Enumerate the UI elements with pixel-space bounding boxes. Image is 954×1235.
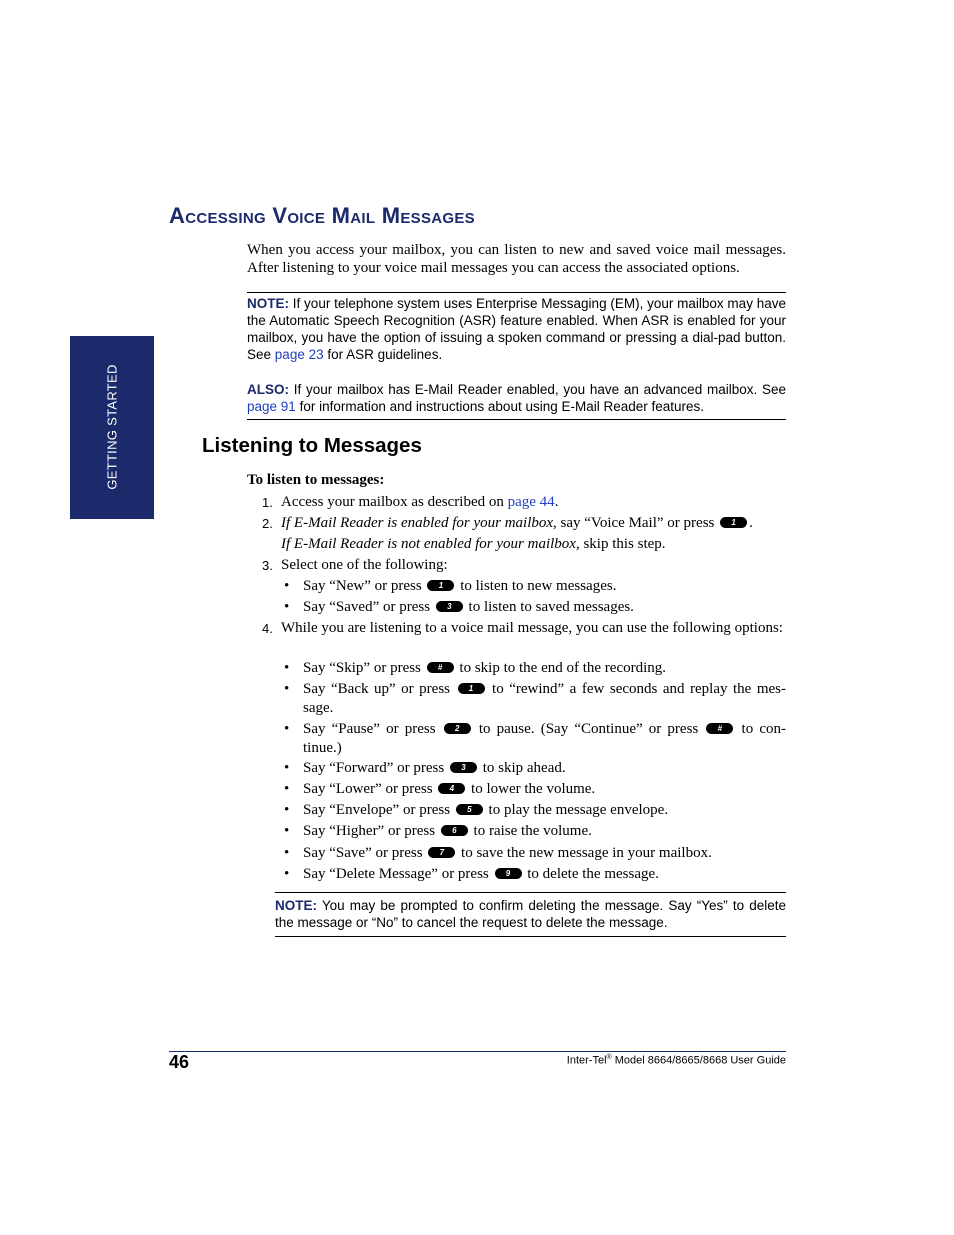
bullet-text: Say “Forward” or press	[303, 760, 445, 776]
bullet-text: Say “Saved” or press	[303, 599, 431, 615]
step-text-end: .	[749, 515, 753, 531]
bullet-dot: •	[284, 802, 290, 818]
step-italic: If E-Mail Reader is not enabled for your mailbox	[281, 536, 576, 552]
bullet-text: Say “Lower” or press	[303, 781, 433, 797]
note-text: If your telephone system uses Enterprise Messaging (EM), your mailbox may have the Automatic Speech Recognition (ASR) feature enabled. When ASR is enabled for your mailbox, you have the option of issuing a spoken command or pressing a dial-pad button. See	[247, 296, 786, 362]
key-4-icon: 4	[438, 783, 465, 794]
page-44-link[interactable]: page 44	[507, 494, 555, 510]
also-label: ALSO:	[247, 382, 289, 397]
step-text: , say “Voice Mail” or press	[553, 515, 715, 531]
note-label: NOTE:	[247, 296, 289, 311]
bullet-dot: •	[284, 866, 290, 882]
note-block	[247, 295, 786, 363]
note-bottom-rule	[247, 419, 786, 420]
key-2-icon: 2	[444, 723, 471, 734]
list-item	[282, 680, 786, 718]
registered-mark: ®	[606, 1054, 612, 1061]
step-1	[258, 493, 786, 512]
key-1-icon: 1	[720, 517, 747, 528]
note2-label: NOTE:	[275, 898, 317, 913]
key-pound-icon: #	[706, 723, 733, 734]
bullet-dot: •	[284, 599, 290, 615]
bullet-text: to raise the volume.	[473, 823, 592, 839]
bullet-text: Say “Pause” or press	[303, 721, 436, 737]
key-3-icon: 3	[436, 601, 463, 612]
list-item	[282, 659, 786, 678]
footer-brand: Inter-Tel	[566, 1054, 607, 1067]
key-7-icon: 7	[428, 847, 455, 858]
key-6-icon: 6	[441, 825, 468, 836]
side-tab	[70, 336, 154, 519]
procedure-heading: To listen to messages:	[247, 472, 385, 488]
footer-title	[567, 1054, 786, 1067]
also-block	[247, 381, 786, 415]
step-text-end: .	[554, 494, 559, 510]
step-text: Select one of the following:	[281, 557, 448, 573]
bullet-dot: •	[284, 781, 290, 797]
side-tab-label: GETTING STARTED	[104, 364, 120, 490]
bullet-text: to skip to the end of the recording.	[459, 660, 667, 676]
note2-text: You may be prompted to confirm deleting the message. Say “Yes” to delete the message or “No” to cancel the request to delete the message.	[275, 898, 786, 930]
note-text-end: for ASR guidelines.	[327, 347, 443, 362]
note2-bottom-rule	[275, 936, 786, 937]
list-item	[282, 598, 786, 617]
bullet-text: Say “Back up” or press	[303, 681, 450, 697]
page-number: 46	[169, 1052, 190, 1072]
intro-paragraph: When you access your mailbox, you can listen to new and saved voice mail messages. After listening to your voice mail messages you can access the associated options.	[247, 242, 786, 276]
footer-rule	[169, 1051, 786, 1052]
bullet-text: Say “Skip” or press	[303, 660, 421, 676]
key-1-icon: 1	[458, 683, 485, 694]
step-text: Access your mailbox as described on	[281, 494, 504, 510]
step-4	[258, 619, 786, 638]
bullet-text: to con-tinue.)	[303, 721, 786, 756]
key-9-icon: 9	[495, 868, 522, 879]
step-text: While you are listening to a voice mail message, you can use the following options:	[281, 620, 783, 636]
list-item	[282, 759, 786, 778]
step-number: 1.	[262, 495, 273, 510]
key-5-icon: 5	[456, 804, 483, 815]
note2-top-rule	[275, 892, 786, 893]
also-text: If your mailbox has E-Mail Reader enabled, you have an advanced mailbox. See	[293, 382, 786, 397]
bullet-text: to skip ahead.	[482, 760, 566, 776]
list-item	[282, 577, 786, 596]
bullet-text: to lower the volume.	[471, 781, 596, 797]
bullet-text: to save the new message in your mailbox.	[461, 845, 712, 861]
bullet-text: Say “Delete Message” or press	[303, 866, 489, 882]
step-italic: If E-Mail Reader is enabled for your mailbox	[281, 515, 554, 531]
bullet-dot: •	[284, 578, 290, 594]
key-3-icon: 3	[450, 762, 477, 773]
step-number: 4.	[262, 621, 273, 636]
bullet-text: to listen to saved messages.	[468, 599, 634, 615]
footer-guide: Model 8664/8665/8668 User Guide	[614, 1054, 786, 1067]
note-top-rule	[247, 292, 786, 293]
bullet-text: Say “Envelope” or press	[303, 802, 451, 818]
bullet-dot: •	[284, 681, 290, 697]
bullet-dot: •	[284, 823, 290, 839]
bullet-text: to listen to new messages.	[460, 578, 617, 594]
bullet-text: Say “Save” or press	[303, 845, 423, 861]
list-item	[282, 780, 786, 799]
step-3	[258, 556, 786, 575]
step-text: , skip this step.	[575, 536, 666, 552]
section-title: Accessing Voice Mail Messages	[169, 203, 475, 228]
bullet-dot: •	[284, 760, 290, 776]
bullet-text: to delete the message.	[527, 866, 659, 882]
bullet-text: Say “New” or press	[303, 578, 422, 594]
bullet-dot: •	[284, 660, 290, 676]
note2-block	[275, 897, 786, 931]
also-text-end: for information and instructions about using E-Mail Reader features.	[299, 399, 705, 414]
list-item	[282, 720, 786, 758]
page-23-link[interactable]: page 23	[274, 347, 324, 362]
bullet-text: Say “Higher” or press	[303, 823, 436, 839]
key-pound-icon: #	[427, 662, 454, 673]
bullet-text: to play the message envelope.	[488, 802, 669, 818]
bullet-text: to pause. (Say “Continue” or press	[478, 721, 699, 737]
subsection-title: Listening to Messages	[202, 434, 422, 457]
list-item	[282, 865, 786, 884]
step-number: 2.	[262, 516, 273, 531]
bullet-text: to “rewind” a few seconds and replay the mes-sage.	[303, 681, 786, 716]
bullet-dot: •	[284, 845, 290, 861]
bullet-dot: •	[284, 721, 290, 737]
step-number: 3.	[262, 558, 273, 573]
page-91-link[interactable]: page 91	[247, 399, 296, 414]
key-1-icon: 1	[427, 580, 454, 591]
list-item	[282, 844, 786, 863]
step-2	[258, 514, 786, 554]
list-item	[282, 822, 786, 841]
list-item	[282, 801, 786, 820]
